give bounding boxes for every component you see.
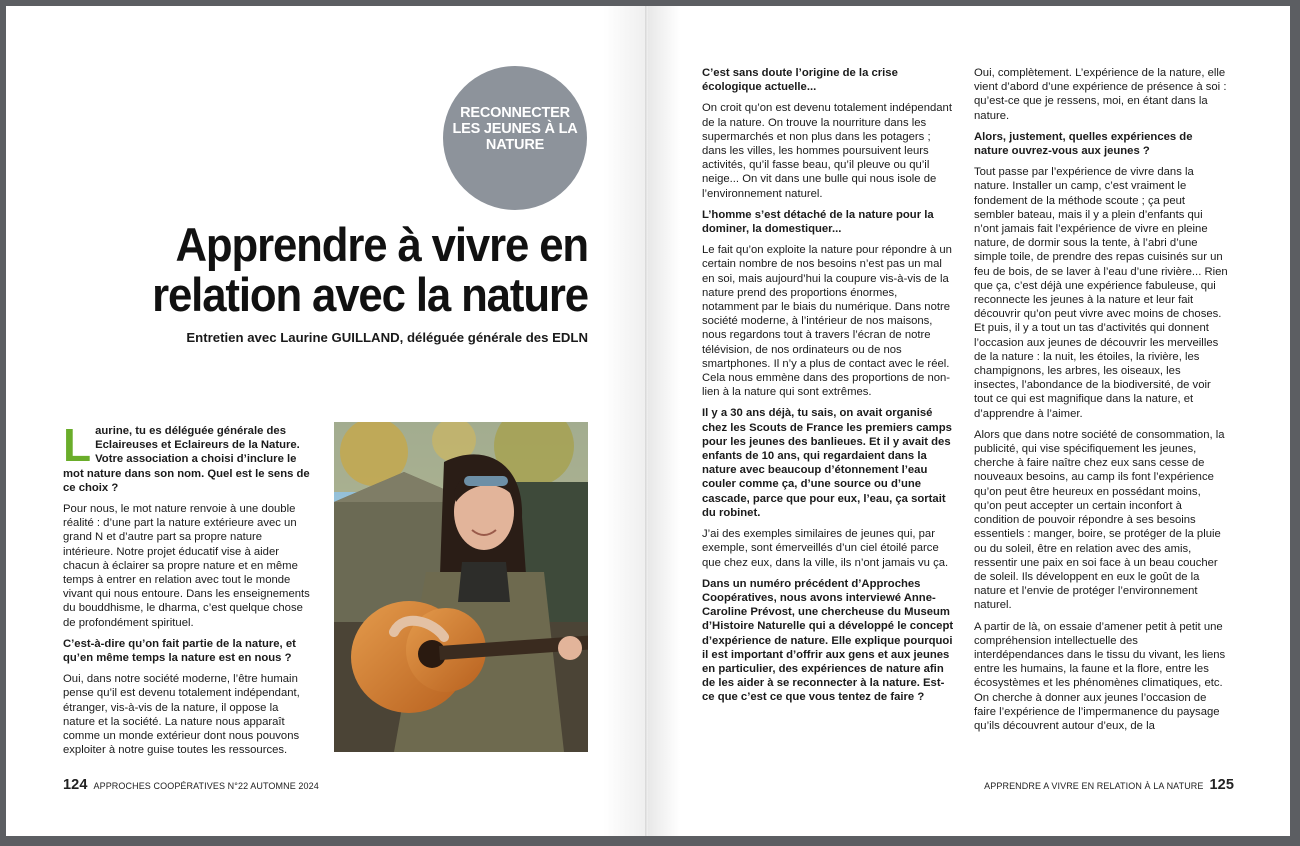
left-text-column [63, 419, 313, 764]
right-page [648, 6, 1290, 836]
question-paragraph: Dans un numéro précédent d’Approches Coopératives, nous avons interviewé Anne-Caroline Prévost, une chercheuse du Museum d’Histoire Naturelle qui a développé le concept d’expérience de nature. Elle explique pourquoi il est important d’offrir aux gens et aux jeunes en particulier, des expériences de nature afin de les aider à se reconnecter à la nature. Est-ce que c’est ce que vous tentez de faire ? [702, 577, 954, 704]
answer-paragraph: Le fait qu’on exploite la nature pour répondre à un certain nombre de nos besoins n’est pas un mal en soi, mais aujourd’hui la coupure vis-à-vis de la nature prend des proportions énormes, notamment par le biais du numérique. Dans notre société moderne, à l’intérieur de nos maisons, nous regardons tout à travers l’écran de notre télévision, de nos ordinateurs ou de nos smartphones. Il n’y a plus de contact avec le réel. Cela nous emmène dans des proportions de non-lien à la nature qui sont extrêmes. [702, 244, 952, 399]
kicker-text: RECONNECTER LES JEUNES À LA NATURE [452, 105, 578, 153]
folio-text: APPROCHES COOPÉRATIVES N°22 AUTOMNE 2024 [93, 781, 319, 791]
intro-question [63, 419, 313, 495]
article-subtitle: Entretien avec Laurine GUILLAND, déléguée générale des EDLN [186, 330, 588, 345]
left-folio [63, 777, 319, 793]
left-page [6, 6, 648, 836]
question-paragraph: C’est sans doute l’origine de la crise écologique actuelle... [702, 67, 898, 94]
answer-paragraph: Oui, complètement. L’expérience de la nature, elle vient d’abord d’une expérience de présence à soi : qu’est-ce que je ressens, moi, en étant dans la nature. [974, 67, 1227, 122]
question-paragraph: Alors, justement, quelles expériences de nature ouvrez-vous aux jeunes ? [974, 130, 1193, 158]
page-number: 125 [1209, 777, 1234, 793]
answer-paragraph: Alors que dans notre société de consommation, la publicité, qui vise spécifiquement les jeunes, cherche à faire naître chez eux sans cesse de nouveaux besoins, au camp ils font l’expérience qu’on peut être heureux en possédant moins, qu’on peut accepter un certain inconfort à condition de pouvoir répondre à ses besoins essentiels : manger, boire, se protéger de la pluie ou du soleil, être en relation avec des amis, ressentir une paix en soi face à un beau coucher de soleil. Ils développent en eux le goût de la nature et l’envie de protéger l’environnement naturel. [974, 428, 1225, 612]
right-folio [984, 777, 1234, 793]
right-text-column-1 [702, 66, 956, 712]
question-paragraph: Il y a 30 ans déjà, tu sais, on avait organisé chez les Scouts de France les premiers camps pour les jeunes des banlieues. Et il y avait des enfants de 10 ans, qui regardaient dans la nature avec beaucoup d’étonnement l’eau couler comme ça, d’une source ou d’une cascade, parce que pour eux, l’eau, ça sortait du robinet. [702, 407, 952, 519]
dropcap: L [63, 419, 92, 471]
intro-question-text: aurine, tu es déléguée générale des Eclaireuses et Eclaireurs de la Nature. Votre association a choisi d’inclure le mot nature dans son nom. Quel est le sens de ce choix ? [63, 425, 310, 494]
photo-girl-playing-guitar [334, 422, 588, 752]
article-title: Apprendre à vivre en relation avec la nature [152, 218, 588, 321]
question-paragraph: C’est-à-dire qu’on fait partie de la nature, et qu’en même temps la nature est en nous ? [63, 637, 296, 665]
right-text-column-2 [974, 66, 1228, 740]
answer-paragraph: Tout passe par l’expérience de vivre dans la nature. Installer un camp, c’est vraiment le fondement de la méthode scoute ; ça peut sembler bateau, mais il y a plein d’enfants qui n’ont jamais fait l’expérience de vivre en pleine nature, de dormir sous la tente, à l’abri d’une simple toile, de prendre des repas cuisinés sur un feu de bois, de se laver à l’eau d’une rivière... Rien que ça, c’est déjà une expérience fabuleuse, qui reconnecte les jeunes à la nature et leur fait découvrir qu’on peut vivre avec moins de choses. Et puis, il y a tout un tas d’activités qui donnent l’occasion aux jeunes de découvrir les merveilles de la nature : la nuit, les étoiles, la rivière, les champignons, les arbres, les oiseaux, les insectes, l’abondance de la biodiversité, de voir tout ce qui est magnifique dans la nature, et d’apprendre à l’aimer. [974, 166, 1228, 420]
answer-paragraph: On croit qu’on est devenu totalement indépendant de la nature. On trouve la nourriture dans les supermarchés et non plus dans les potagers ; dans les villes, les hommes poursuivent leurs activités, qu’il fasse beau, qu’il pleuve ou qu’il neige... On vit dans une bulle qui nous isole de l’environnement naturel. [702, 102, 952, 200]
photo-illustration [334, 422, 588, 752]
folio-text: APPRENDRE A VIVRE EN RELATION À LA NATURE [984, 781, 1204, 791]
question-paragraph: L’homme s’est détaché de la nature pour la dominer, la domestiquer... [702, 208, 934, 236]
answer-paragraph: A partir de là, on essaie d’amener petit à petit une compréhension intellectuelle des interdépendances dans le tissu du vivant, les liens entre les humains, la faune et la flore, entre les écosystèmes et les phénomènes climatiques, etc. On cherche à donner aux jeunes l’occasion de faire l’expérience de l’impermanence du paysage qu’ils découvrent autour d’eux, de la [974, 620, 1226, 732]
answer-paragraph: J’ai des exemples similaires de jeunes qui, par exemple, sont émerveillés d’un ciel étoilé parce que chez eux, dans la ville, ils n’ont jamais vu ça. [702, 528, 949, 569]
kicker-badge [443, 66, 587, 210]
answer-paragraph: Pour nous, le mot nature renvoie à une double réalité : d’une part la nature extérieure avec un grand N et d’autre part sa propre nature intérieure. Notre projet éducatif vise à aider chacun à éclairer sa propre nature et en même temps à entrer en relation avec tout le monde vivant qui nous entoure. Dans les enseignements du bouddhisme, le dharma, c’est quelque chose de profondément spirituel. [63, 503, 310, 629]
page-number: 124 [63, 777, 88, 793]
answer-paragraph: Oui, dans notre société moderne, l’être humain pense qu’il est devenu totalement indépendant, étranger, vis-à-vis de la nature, il oppose la nature et la société. La nature nous apparaît comme un monde extérieur dont nous pouvons exploiter à notre guise toutes les ressources. [63, 673, 300, 757]
